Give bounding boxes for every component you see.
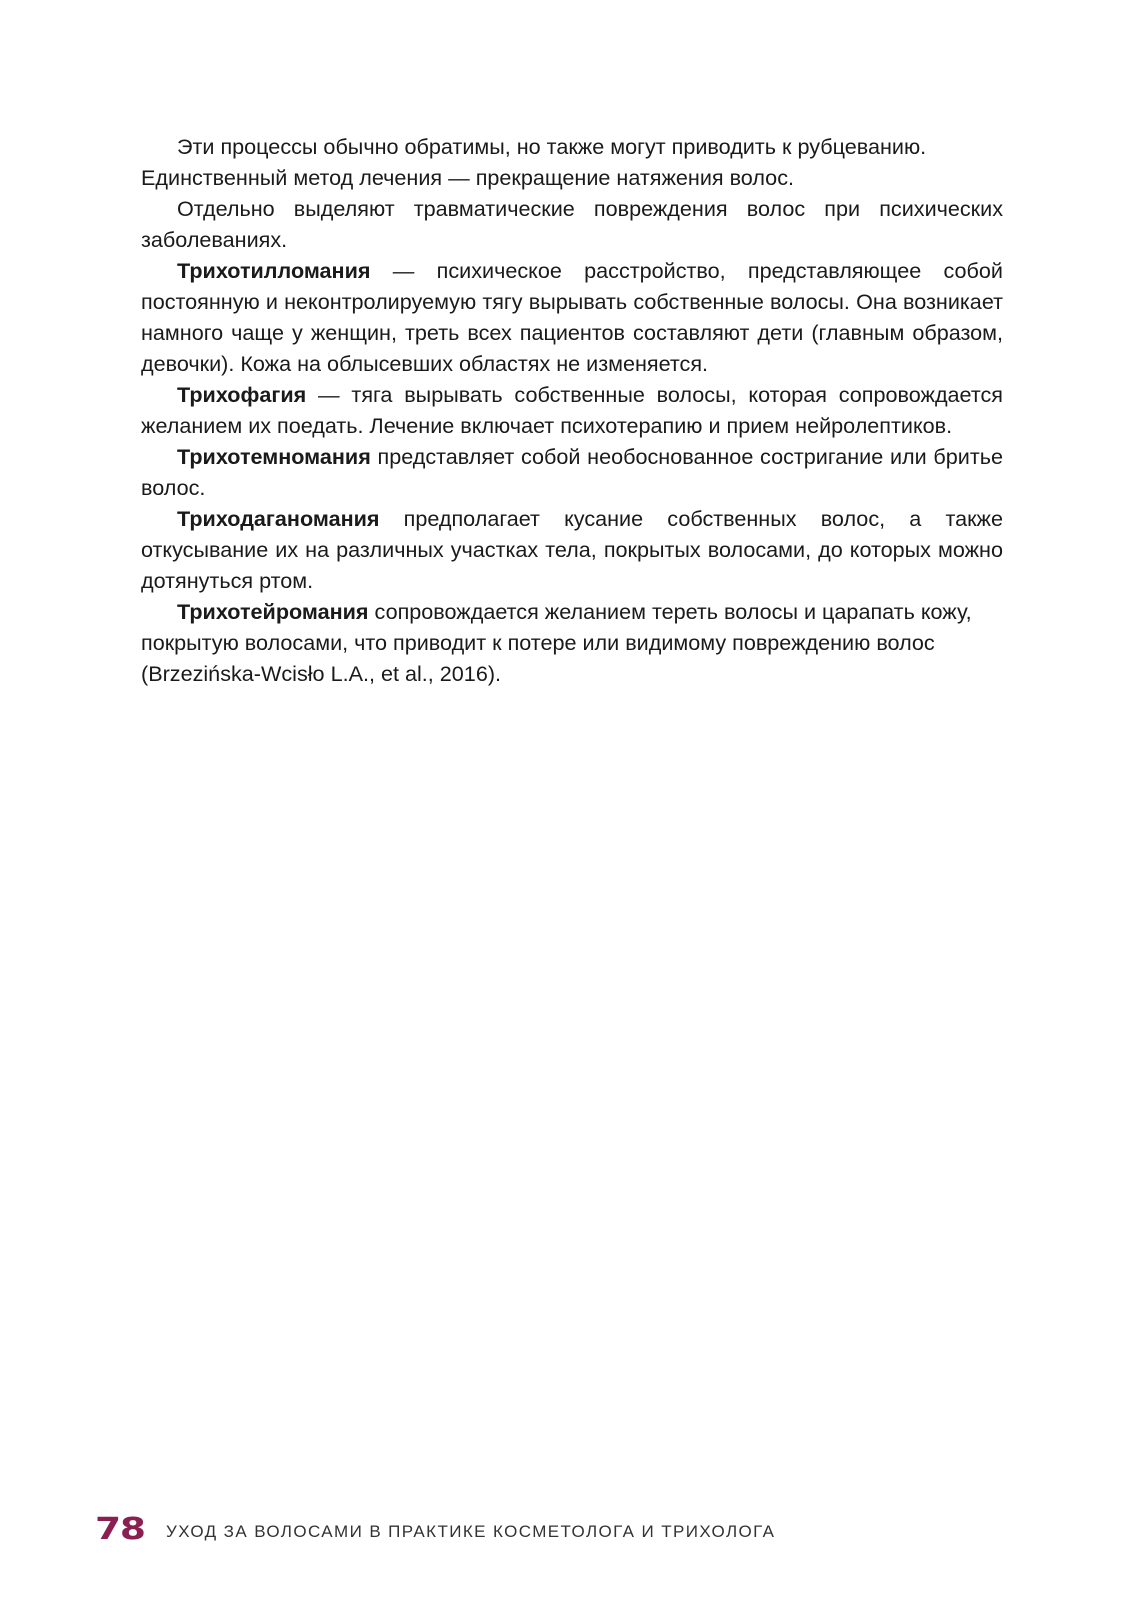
term-trichophagia: Трихофагия bbox=[177, 382, 307, 407]
term-trichodaganomania: Триходаганомания bbox=[177, 506, 380, 531]
paragraph-scarring bbox=[141, 131, 1003, 193]
page-number: 78 bbox=[95, 1512, 145, 1547]
page-footer bbox=[95, 1512, 1055, 1552]
paragraph-psychiatric-intro bbox=[141, 193, 1003, 255]
paragraph-text: предполагает кусание собственных волос, а также откусывание их на различных участках тела, покрытых волосами, до которых можно дотянуться ртом. bbox=[141, 506, 1003, 593]
paragraph-text: сопровождается желанием тереть волосы и царапать кожу, покрытую волосами, что приводит к потере или видимому повреждению волос (Brzezińska-Wcisło L.A., et al., 2016). bbox=[141, 599, 972, 686]
running-title: УХОД ЗА ВОЛОСАМИ В ПРАКТИКЕ КОСМЕТОЛОГА И ТРИХОЛОГА bbox=[166, 1522, 776, 1541]
term-trichoteiromania: Трихотейромания bbox=[177, 599, 369, 624]
paragraph-trichotemnomania bbox=[141, 441, 1003, 503]
paragraph-text: — психическое расстройство, представляющее собой постоянную и неконтролируемую тягу вырывать собственные волосы. Она возникает намного чаще у женщин, треть всех пациентов составляют дети (главным образом, девочки). Кожа на облысевших областях не изменяется. bbox=[141, 258, 1003, 376]
paragraph-trichoteiromania bbox=[141, 596, 1003, 689]
paragraph-trichotillomania bbox=[141, 255, 1003, 379]
body-text bbox=[141, 131, 1003, 689]
paragraph-text: представляет собой необоснованное состригание или бритье волос. bbox=[141, 444, 1003, 500]
term-trichotemnomania: Трихотемномания bbox=[177, 444, 371, 469]
paragraph-trichodaganomania bbox=[141, 503, 1003, 596]
paragraph-text: Эти процессы обычно обратимы, но также могут приводить к рубцеванию. Единственный метод лечения — прекращение натяжения волос. bbox=[141, 134, 927, 190]
paragraph-text: — тяга вырывать собственные волосы, которая сопровождается желанием их поедать. Лечение включает психотерапию и прием нейролептиков. bbox=[141, 382, 1003, 438]
paragraph-trichophagia bbox=[141, 379, 1003, 441]
term-trichotillomania: Трихотилломания bbox=[177, 258, 371, 283]
paragraph-text: Отдельно выделяют травматические повреждения волос при психических заболеваниях. bbox=[141, 196, 1003, 252]
